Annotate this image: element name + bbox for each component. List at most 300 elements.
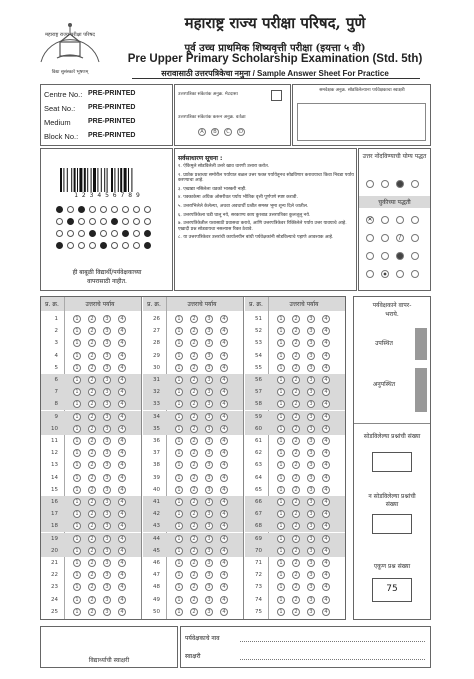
answer-option-bubble[interactable]: 3 [103,400,111,408]
unsolved-count-field[interactable] [372,514,412,534]
answer-option-bubble[interactable]: 1 [175,425,183,433]
answer-option-bubble[interactable]: 4 [220,352,228,360]
answer-option-bubble[interactable]: 4 [118,461,126,469]
answer-option-bubble[interactable]: 4 [118,559,126,567]
answer-option-bubble[interactable]: 2 [292,571,300,579]
answer-option-bubble[interactable]: 1 [277,474,285,482]
answer-option-bubble[interactable]: 1 [175,559,183,567]
answer-option-bubble[interactable]: 3 [205,571,213,579]
answer-option-bubble[interactable]: 1 [73,608,81,616]
answer-option-bubble[interactable]: 2 [88,327,96,335]
answer-option-bubble[interactable]: 4 [220,522,228,530]
answer-option-bubble[interactable]: 4 [118,608,126,616]
answer-option-bubble[interactable]: 1 [277,559,285,567]
answer-option-bubble[interactable]: 4 [220,449,228,457]
answer-option-bubble[interactable]: 1 [73,388,81,396]
answer-option-bubble[interactable]: 3 [103,583,111,591]
answer-option-bubble[interactable]: 2 [190,559,198,567]
answer-option-bubble[interactable]: 4 [220,425,228,433]
answer-option-bubble[interactable]: 1 [175,437,183,445]
answer-option-bubble[interactable]: 1 [175,364,183,372]
answer-option-bubble[interactable]: 1 [73,376,81,384]
answer-option-bubble[interactable]: 4 [118,510,126,518]
answer-option-bubble[interactable]: 2 [190,608,198,616]
answer-option-bubble[interactable]: 1 [175,474,183,482]
answer-option-bubble[interactable]: 3 [307,352,315,360]
answer-option-bubble[interactable]: 1 [73,413,81,421]
answer-option-bubble[interactable]: 3 [205,510,213,518]
answer-option-bubble[interactable]: 3 [103,352,111,360]
answer-option-bubble[interactable]: 4 [322,535,330,543]
answer-option-bubble[interactable]: 4 [220,498,228,506]
answer-option-bubble[interactable]: 3 [205,388,213,396]
answer-option-bubble[interactable]: 4 [322,474,330,482]
answer-option-bubble[interactable]: 1 [175,376,183,384]
answer-option-bubble[interactable]: 1 [73,400,81,408]
answer-option-bubble[interactable]: 2 [190,364,198,372]
answer-option-bubble[interactable]: 2 [292,522,300,530]
answer-option-bubble[interactable]: 1 [175,535,183,543]
answer-option-bubble[interactable]: 4 [322,352,330,360]
answer-option-bubble[interactable]: 3 [307,425,315,433]
answer-option-bubble[interactable]: 2 [88,571,96,579]
answer-option-bubble[interactable]: 1 [277,486,285,494]
answer-option-bubble[interactable]: 2 [88,510,96,518]
supervisor-sign-field[interactable] [297,103,426,141]
answer-option-bubble[interactable]: 4 [118,583,126,591]
answer-option-bubble[interactable]: 4 [118,352,126,360]
answer-option-bubble[interactable]: 2 [292,388,300,396]
answer-option-bubble[interactable]: 3 [205,498,213,506]
answer-option-bubble[interactable]: 4 [220,388,228,396]
answer-option-bubble[interactable]: 3 [103,559,111,567]
answer-option-bubble[interactable]: 1 [73,339,81,347]
answer-option-bubble[interactable]: 2 [292,583,300,591]
answer-option-bubble[interactable]: 1 [277,522,285,530]
answer-option-bubble[interactable]: 1 [277,400,285,408]
answer-option-bubble[interactable]: 3 [205,364,213,372]
answer-option-bubble[interactable]: 2 [190,498,198,506]
answer-option-bubble[interactable]: 3 [103,547,111,555]
answer-option-bubble[interactable]: 1 [175,571,183,579]
answer-option-bubble[interactable]: 3 [307,449,315,457]
answer-option-bubble[interactable]: 3 [103,486,111,494]
answer-option-bubble[interactable]: 1 [73,437,81,445]
absent-box[interactable] [415,368,427,412]
answer-option-bubble[interactable]: 4 [118,522,126,530]
answer-option-bubble[interactable]: 2 [292,486,300,494]
answer-option-bubble[interactable]: 3 [307,547,315,555]
answer-option-bubble[interactable]: 3 [103,315,111,323]
present-box[interactable] [415,328,427,360]
answer-option-bubble[interactable]: 2 [292,596,300,604]
solved-count-field[interactable] [372,452,412,472]
answer-option-bubble[interactable]: 2 [292,400,300,408]
answer-option-bubble[interactable]: 2 [88,376,96,384]
answer-option-bubble[interactable]: 1 [277,535,285,543]
answer-option-bubble[interactable]: 2 [88,352,96,360]
answer-option-bubble[interactable]: 2 [88,400,96,408]
answer-option-bubble[interactable]: 1 [277,596,285,604]
answer-option-bubble[interactable]: 4 [118,388,126,396]
answer-option-bubble[interactable]: 2 [88,388,96,396]
answer-option-bubble[interactable]: 1 [73,449,81,457]
answer-option-bubble[interactable]: 4 [118,571,126,579]
answer-option-bubble[interactable]: 2 [190,327,198,335]
answer-option-bubble[interactable]: 3 [307,486,315,494]
answer-option-bubble[interactable]: 2 [190,449,198,457]
answer-option-bubble[interactable]: 4 [220,486,228,494]
answer-option-bubble[interactable]: 4 [322,425,330,433]
answer-option-bubble[interactable]: 2 [292,498,300,506]
answer-option-bubble[interactable]: 4 [322,437,330,445]
answer-option-bubble[interactable]: 3 [307,388,315,396]
answer-option-bubble[interactable]: 1 [277,510,285,518]
answer-option-bubble[interactable]: 3 [307,583,315,591]
answer-option-bubble[interactable]: 1 [175,596,183,604]
answer-option-bubble[interactable]: 4 [322,449,330,457]
answer-option-bubble[interactable]: 2 [190,596,198,604]
answer-option-bubble[interactable]: 2 [88,596,96,604]
answer-option-bubble[interactable]: 2 [190,535,198,543]
answer-option-bubble[interactable]: 1 [73,559,81,567]
answer-option-bubble[interactable]: 4 [220,535,228,543]
answer-option-bubble[interactable]: 1 [277,413,285,421]
answer-option-bubble[interactable]: 3 [103,498,111,506]
answer-option-bubble[interactable]: 2 [88,583,96,591]
answer-option-bubble[interactable]: 3 [205,559,213,567]
answer-option-bubble[interactable]: 2 [292,425,300,433]
answer-option-bubble[interactable]: 4 [322,388,330,396]
answer-option-bubble[interactable]: 4 [118,376,126,384]
answer-option-bubble[interactable]: 2 [190,352,198,360]
answer-option-bubble[interactable]: 4 [220,547,228,555]
answer-option-bubble[interactable]: 3 [205,547,213,555]
answer-option-bubble[interactable]: 1 [277,498,285,506]
answer-option-bubble[interactable]: 2 [292,559,300,567]
answer-option-bubble[interactable]: 3 [205,461,213,469]
answer-option-bubble[interactable]: 4 [220,474,228,482]
answer-option-bubble[interactable]: 1 [175,510,183,518]
answer-option-bubble[interactable]: 3 [205,339,213,347]
answer-option-bubble[interactable]: 3 [205,315,213,323]
answer-option-bubble[interactable]: 1 [277,425,285,433]
answer-option-bubble[interactable]: 2 [292,608,300,616]
answer-option-bubble[interactable]: 3 [205,352,213,360]
answer-option-bubble[interactable]: 4 [220,583,228,591]
answer-option-bubble[interactable]: 3 [307,510,315,518]
answer-option-bubble[interactable]: 2 [88,315,96,323]
series-option-bubble[interactable]: C [224,128,232,136]
answer-option-bubble[interactable]: 2 [190,339,198,347]
answer-option-bubble[interactable]: 2 [292,339,300,347]
answer-option-bubble[interactable]: 3 [103,437,111,445]
answer-option-bubble[interactable]: 4 [322,376,330,384]
answer-option-bubble[interactable]: 1 [277,449,285,457]
answer-option-bubble[interactable]: 3 [205,413,213,421]
answer-option-bubble[interactable]: 1 [175,352,183,360]
answer-option-bubble[interactable]: 4 [322,571,330,579]
answer-option-bubble[interactable]: 2 [88,449,96,457]
answer-option-bubble[interactable]: 1 [73,535,81,543]
answer-option-bubble[interactable]: 2 [88,437,96,445]
answer-option-bubble[interactable]: 1 [175,339,183,347]
answer-option-bubble[interactable]: 3 [103,425,111,433]
answer-option-bubble[interactable]: 1 [73,364,81,372]
answer-option-bubble[interactable]: 3 [205,400,213,408]
answer-option-bubble[interactable]: 1 [73,510,81,518]
answer-option-bubble[interactable]: 1 [277,327,285,335]
answer-option-bubble[interactable]: 3 [103,510,111,518]
answer-option-bubble[interactable]: 2 [88,413,96,421]
answer-option-bubble[interactable]: 1 [277,437,285,445]
answer-option-bubble[interactable]: 3 [205,486,213,494]
answer-option-bubble[interactable]: 3 [103,339,111,347]
answer-option-bubble[interactable]: 1 [175,413,183,421]
answer-option-bubble[interactable]: 2 [292,413,300,421]
answer-option-bubble[interactable]: 4 [220,327,228,335]
answer-option-bubble[interactable]: 3 [103,413,111,421]
answer-option-bubble[interactable]: 1 [175,388,183,396]
answer-option-bubble[interactable]: 1 [73,315,81,323]
answer-option-bubble[interactable]: 3 [205,583,213,591]
answer-option-bubble[interactable]: 3 [205,596,213,604]
answer-option-bubble[interactable]: 1 [277,608,285,616]
answer-option-bubble[interactable]: 1 [73,327,81,335]
supervisor-name-line[interactable] [240,641,425,642]
answer-option-bubble[interactable]: 4 [118,364,126,372]
answer-option-bubble[interactable]: 1 [73,522,81,530]
answer-option-bubble[interactable]: 2 [292,376,300,384]
answer-option-bubble[interactable]: 2 [292,327,300,335]
answer-option-bubble[interactable]: 4 [322,608,330,616]
answer-option-bubble[interactable]: 4 [322,596,330,604]
answer-option-bubble[interactable]: 2 [88,547,96,555]
answer-option-bubble[interactable]: 4 [118,413,126,421]
answer-option-bubble[interactable]: 3 [103,608,111,616]
answer-option-bubble[interactable]: 1 [277,352,285,360]
answer-option-bubble[interactable]: 2 [190,474,198,482]
answer-option-bubble[interactable]: 2 [88,364,96,372]
answer-option-bubble[interactable]: 3 [103,364,111,372]
answer-option-bubble[interactable]: 4 [118,596,126,604]
answer-option-bubble[interactable]: 3 [205,474,213,482]
answer-option-bubble[interactable]: 1 [277,461,285,469]
answer-option-bubble[interactable]: 2 [292,474,300,482]
answer-option-bubble[interactable]: 4 [322,461,330,469]
answer-option-bubble[interactable]: 3 [307,327,315,335]
answer-option-bubble[interactable]: 1 [277,364,285,372]
answer-option-bubble[interactable]: 1 [175,461,183,469]
answer-option-bubble[interactable]: 2 [292,547,300,555]
answer-option-bubble[interactable]: 3 [103,449,111,457]
answer-option-bubble[interactable]: 3 [205,376,213,384]
answer-option-bubble[interactable]: 1 [73,474,81,482]
answer-option-bubble[interactable]: 2 [190,522,198,530]
answer-option-bubble[interactable]: 1 [175,522,183,530]
answer-option-bubble[interactable]: 3 [103,388,111,396]
answer-option-bubble[interactable]: 4 [322,522,330,530]
answer-option-bubble[interactable]: 3 [307,413,315,421]
booklet-code-field[interactable] [271,90,282,101]
answer-option-bubble[interactable]: 3 [205,425,213,433]
answer-option-bubble[interactable]: 2 [88,559,96,567]
answer-option-bubble[interactable]: 3 [205,608,213,616]
answer-option-bubble[interactable]: 2 [190,400,198,408]
answer-option-bubble[interactable]: 2 [88,339,96,347]
answer-option-bubble[interactable]: 4 [322,510,330,518]
answer-option-bubble[interactable]: 1 [175,547,183,555]
answer-option-bubble[interactable]: 2 [190,437,198,445]
answer-option-bubble[interactable]: 2 [190,461,198,469]
answer-option-bubble[interactable]: 2 [88,461,96,469]
answer-option-bubble[interactable]: 2 [190,388,198,396]
answer-option-bubble[interactable]: 3 [307,376,315,384]
answer-option-bubble[interactable]: 1 [277,376,285,384]
answer-option-bubble[interactable]: 3 [307,498,315,506]
series-option-bubble[interactable]: A [198,128,206,136]
answer-option-bubble[interactable]: 3 [307,522,315,530]
answer-option-bubble[interactable]: 3 [307,315,315,323]
answer-option-bubble[interactable]: 1 [277,339,285,347]
answer-option-bubble[interactable]: 4 [220,437,228,445]
answer-option-bubble[interactable]: 1 [73,583,81,591]
answer-option-bubble[interactable]: 4 [322,559,330,567]
answer-option-bubble[interactable]: 4 [322,327,330,335]
answer-option-bubble[interactable]: 4 [118,486,126,494]
answer-option-bubble[interactable]: 3 [205,449,213,457]
supervisor-sign-line[interactable] [240,659,425,660]
answer-option-bubble[interactable]: 4 [118,547,126,555]
answer-option-bubble[interactable]: 4 [322,339,330,347]
answer-option-bubble[interactable]: 4 [322,364,330,372]
answer-option-bubble[interactable]: 3 [307,559,315,567]
answer-option-bubble[interactable]: 3 [103,461,111,469]
answer-option-bubble[interactable]: 3 [103,474,111,482]
answer-option-bubble[interactable]: 4 [322,498,330,506]
answer-option-bubble[interactable]: 1 [73,486,81,494]
answer-option-bubble[interactable]: 4 [322,315,330,323]
answer-option-bubble[interactable]: 3 [307,535,315,543]
answer-option-bubble[interactable]: 2 [190,425,198,433]
answer-option-bubble[interactable]: 2 [292,449,300,457]
answer-option-bubble[interactable]: 4 [118,327,126,335]
answer-option-bubble[interactable]: 1 [73,571,81,579]
answer-option-bubble[interactable]: 3 [205,535,213,543]
answer-option-bubble[interactable]: 3 [103,327,111,335]
answer-option-bubble[interactable]: 1 [277,388,285,396]
answer-option-bubble[interactable]: 4 [220,413,228,421]
answer-option-bubble[interactable]: 2 [190,510,198,518]
answer-option-bubble[interactable]: 4 [322,486,330,494]
answer-option-bubble[interactable]: 4 [220,461,228,469]
answer-option-bubble[interactable]: 4 [118,437,126,445]
answer-option-bubble[interactable]: 4 [220,596,228,604]
answer-option-bubble[interactable]: 2 [292,352,300,360]
answer-option-bubble[interactable]: 3 [205,522,213,530]
answer-option-bubble[interactable]: 3 [307,437,315,445]
answer-option-bubble[interactable]: 4 [220,559,228,567]
answer-option-bubble[interactable]: 1 [73,425,81,433]
answer-option-bubble[interactable]: 1 [277,315,285,323]
answer-option-bubble[interactable]: 3 [205,327,213,335]
answer-option-bubble[interactable]: 3 [307,571,315,579]
answer-option-bubble[interactable]: 1 [175,327,183,335]
answer-option-bubble[interactable]: 2 [292,535,300,543]
answer-option-bubble[interactable]: 1 [175,449,183,457]
answer-option-bubble[interactable]: 2 [190,547,198,555]
answer-option-bubble[interactable]: 4 [220,376,228,384]
answer-option-bubble[interactable]: 3 [103,535,111,543]
answer-option-bubble[interactable]: 3 [307,596,315,604]
answer-option-bubble[interactable]: 2 [292,364,300,372]
answer-option-bubble[interactable]: 4 [118,474,126,482]
answer-option-bubble[interactable]: 1 [73,498,81,506]
answer-option-bubble[interactable]: 4 [220,571,228,579]
answer-option-bubble[interactable]: 4 [322,583,330,591]
answer-option-bubble[interactable]: 4 [322,413,330,421]
answer-option-bubble[interactable]: 4 [220,510,228,518]
answer-option-bubble[interactable]: 3 [103,522,111,530]
answer-option-bubble[interactable]: 1 [73,352,81,360]
answer-option-bubble[interactable]: 2 [88,498,96,506]
series-option-bubble[interactable]: B [211,128,219,136]
answer-option-bubble[interactable]: 4 [118,535,126,543]
answer-option-bubble[interactable]: 4 [322,400,330,408]
answer-option-bubble[interactable]: 1 [175,315,183,323]
answer-option-bubble[interactable]: 4 [118,498,126,506]
answer-option-bubble[interactable]: 4 [220,400,228,408]
answer-option-bubble[interactable]: 2 [88,535,96,543]
answer-option-bubble[interactable]: 1 [175,400,183,408]
answer-option-bubble[interactable]: 2 [190,376,198,384]
answer-option-bubble[interactable]: 1 [175,486,183,494]
answer-option-bubble[interactable]: 4 [322,547,330,555]
answer-option-bubble[interactable]: 2 [88,425,96,433]
answer-option-bubble[interactable]: 1 [175,583,183,591]
answer-option-bubble[interactable]: 2 [292,315,300,323]
answer-option-bubble[interactable]: 1 [73,461,81,469]
answer-option-bubble[interactable]: 3 [103,596,111,604]
answer-option-bubble[interactable]: 3 [205,437,213,445]
answer-option-bubble[interactable]: 2 [292,510,300,518]
answer-option-bubble[interactable]: 3 [307,608,315,616]
answer-option-bubble[interactable]: 4 [220,339,228,347]
answer-option-bubble[interactable]: 3 [103,376,111,384]
answer-option-bubble[interactable]: 2 [190,571,198,579]
answer-option-bubble[interactable]: 2 [190,486,198,494]
answer-option-bubble[interactable]: 3 [307,364,315,372]
series-option-bubble[interactable]: D [237,128,245,136]
answer-option-bubble[interactable]: 4 [220,315,228,323]
answer-option-bubble[interactable]: 2 [190,315,198,323]
answer-option-bubble[interactable]: 4 [220,364,228,372]
answer-option-bubble[interactable]: 3 [103,571,111,579]
answer-option-bubble[interactable]: 4 [118,425,126,433]
answer-option-bubble[interactable]: 4 [118,449,126,457]
answer-option-bubble[interactable]: 3 [307,339,315,347]
answer-option-bubble[interactable]: 4 [118,339,126,347]
answer-option-bubble[interactable]: 2 [292,461,300,469]
answer-option-bubble[interactable]: 2 [190,413,198,421]
answer-option-bubble[interactable]: 3 [307,400,315,408]
answer-option-bubble[interactable]: 2 [88,474,96,482]
answer-option-bubble[interactable]: 1 [175,498,183,506]
answer-option-bubble[interactable]: 3 [307,461,315,469]
answer-option-bubble[interactable]: 2 [88,486,96,494]
answer-option-bubble[interactable]: 2 [88,522,96,530]
answer-option-bubble[interactable]: 1 [277,547,285,555]
